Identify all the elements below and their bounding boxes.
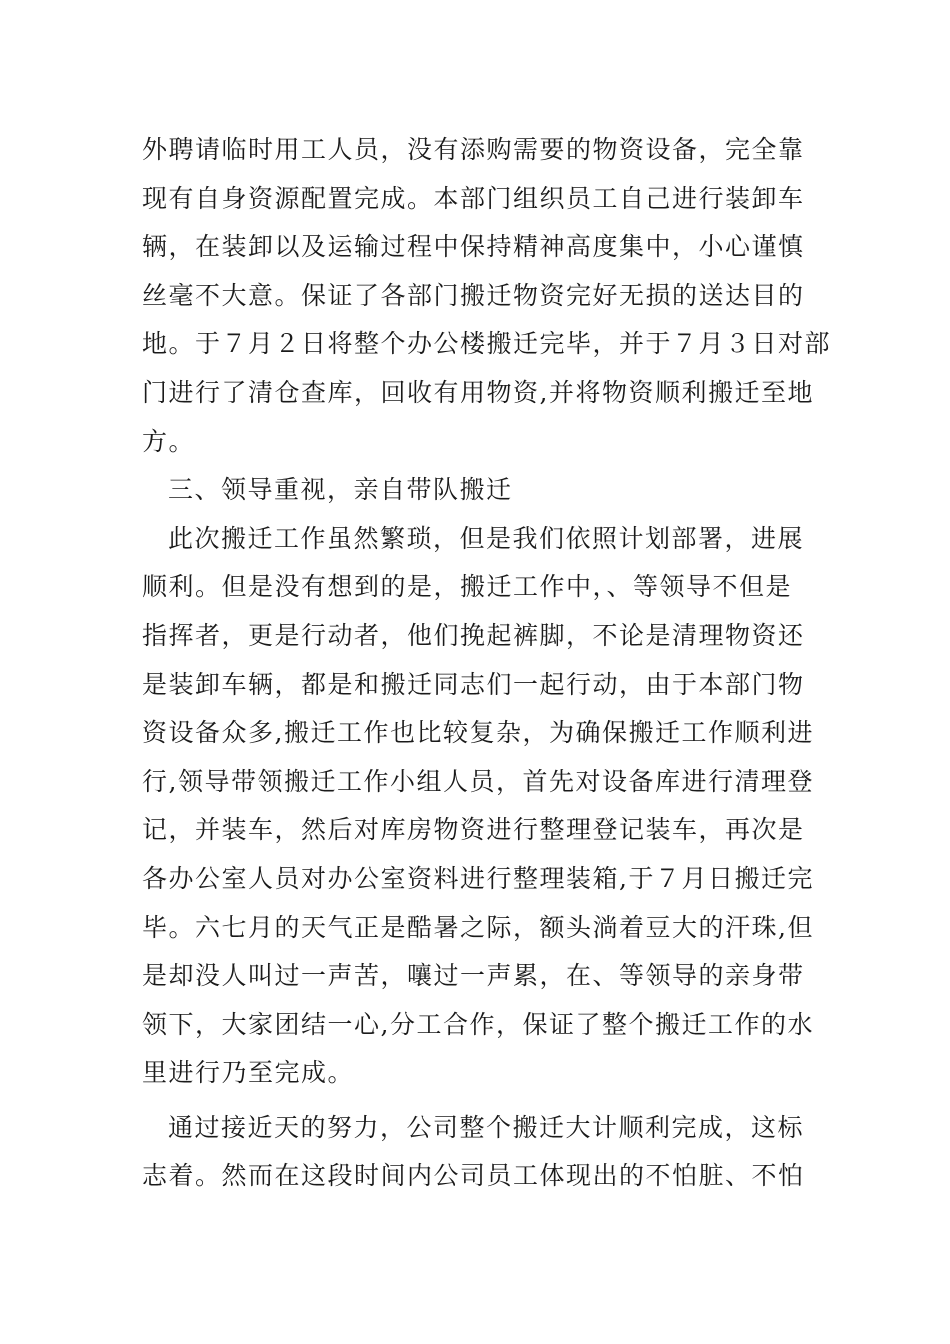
paragraph-line: 方。: [142, 426, 196, 456]
paragraph-line: 地。于７月２日将整个办公楼搬迁完毕，并于７月３日对部: [142, 329, 832, 359]
paragraph-line: 顺利。但是没有想到的是，搬迁工作中，、等领导不但是: [142, 572, 793, 602]
paragraph-line: 指挥者，更是行动者，他们挽起裤脚，不论是清理物资还: [142, 620, 805, 650]
paragraph-line: 门进行了清仓查库，回收有用物资,并将物资顺利搬迁至地: [142, 377, 814, 407]
paragraph-line: 行,领导带领搬迁工作小组人员，首先对设备库进行清理登: [142, 766, 814, 796]
paragraph-line: 毕。六七月的天气正是酷暑之际，额头淌着豆大的汗珠,但: [142, 912, 814, 942]
paragraph-line: 资设备众多,搬迁工作也比较复杂，为确保搬迁工作顺利进: [142, 718, 814, 748]
paragraph-line: 辆，在装卸以及运输过程中保持精神高度集中，小心谨慎: [142, 232, 805, 262]
paragraph-line: 通过接近天的努力，公司整个搬迁大计顺利完成，这标: [168, 1112, 805, 1142]
document-body: [142, 126, 832, 1201]
paragraph-line: 此次搬迁工作虽然繁琐，但是我们依照计划部署，进展: [168, 523, 805, 553]
paragraph-line: 志着。然而在这段时间内公司员工体现出的不怕脏、不怕: [142, 1161, 805, 1191]
paragraph-line: 丝毫不大意。保证了各部门搬迁物资完好无损的送达目的: [142, 280, 805, 310]
paragraph-line: 是装卸车辆，都是和搬迁同志们一起行动，由于本部门物: [142, 669, 805, 699]
paragraph-line: 外聘请临时用工人员，没有添购需要的物资设备，完全靠: [142, 135, 805, 164]
paragraph-3: [142, 1104, 810, 1201]
paragraph-line: 现有自身资源配置完成。本部门组织员工自己进行装卸车: [142, 183, 805, 213]
paragraph-2: [142, 515, 814, 1098]
paragraph-line: 记，并装车，然后对库房物资进行整理登记装车，再次是: [142, 815, 805, 845]
paragraph-line: 领下，大家团结一心,分工合作，保证了整个搬迁工作的水: [142, 1009, 814, 1039]
paragraph-line: 各办公室人员对办公室资料进行整理装箱,于７月日搬迁完: [142, 863, 814, 893]
paragraph-line: 里进行乃至完成。: [142, 1058, 355, 1088]
paragraph-1: [142, 126, 832, 466]
section-heading-3: 三、领导重视，亲自带队搬迁: [168, 475, 513, 505]
paragraph-line: 是却没人叫过一声苦，嚷过一声累，在、等领导的亲身带: [142, 961, 805, 991]
